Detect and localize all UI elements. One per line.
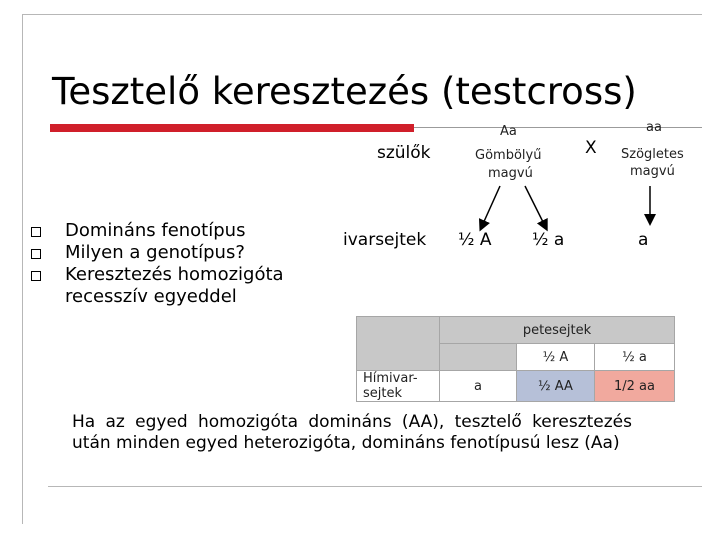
gamete-a2: a xyxy=(638,230,649,250)
conclusion-text: Ha az egyed homozigóta domináns (AA), tesztelő keresztezés után minden egyed heterozigóta, domináns fenotípusú lesz (Aa) xyxy=(72,412,632,453)
cell-AA xyxy=(517,371,595,402)
cross-symbol: X xyxy=(585,138,597,158)
gametes-label: ivarsejtek xyxy=(343,230,427,250)
bullet-text: Milyen a genotípus? xyxy=(65,242,245,263)
cell-AA-label: ½ AA xyxy=(538,378,573,394)
parent2-genotype: aa xyxy=(646,120,662,135)
sperm-row-a xyxy=(440,371,517,402)
egg-col-A xyxy=(517,344,595,371)
sperm-label-line: sejtek xyxy=(363,386,403,401)
arrow-to-gamete-a xyxy=(525,186,545,226)
gamete-A: ½ A xyxy=(458,230,492,250)
sperm-row-a-label: a xyxy=(474,378,482,394)
egg-header-label: petesejtek xyxy=(522,322,592,338)
parent1-phenotype: magvú xyxy=(488,166,533,181)
parent2-phenotype: Szögletes xyxy=(621,147,684,162)
slide-title: Tesztelő keresztezés (testcross) xyxy=(52,70,637,113)
bullet-text: Domináns fenotípus xyxy=(65,220,246,241)
bullet-text: Keresztezés homozigóta xyxy=(65,264,284,285)
punnett-blank xyxy=(440,344,517,371)
punnett-corner xyxy=(357,317,440,371)
parent1-phenotype: Gömbölyű xyxy=(475,148,542,163)
arrow-to-gamete-A xyxy=(482,186,500,226)
cell-aa xyxy=(595,371,675,402)
punnett-square xyxy=(356,316,675,402)
parent1-genotype: Aa xyxy=(500,124,517,139)
egg-col-a xyxy=(595,344,675,371)
egg-col-a-label: ½ a xyxy=(622,349,647,365)
bullet-text: recesszív egyeddel xyxy=(65,286,237,307)
gamete-a: ½ a xyxy=(532,230,565,250)
sperm-label xyxy=(357,371,440,402)
punnett-egg-header xyxy=(440,317,675,344)
parents-label: szülők xyxy=(377,143,431,163)
sperm-label-line: Hímivar- xyxy=(363,371,418,386)
egg-col-A-label: ½ A xyxy=(542,349,569,365)
cell-aa-label: 1/2 aa xyxy=(614,378,655,394)
parent2-phenotype: magvú xyxy=(630,164,675,179)
